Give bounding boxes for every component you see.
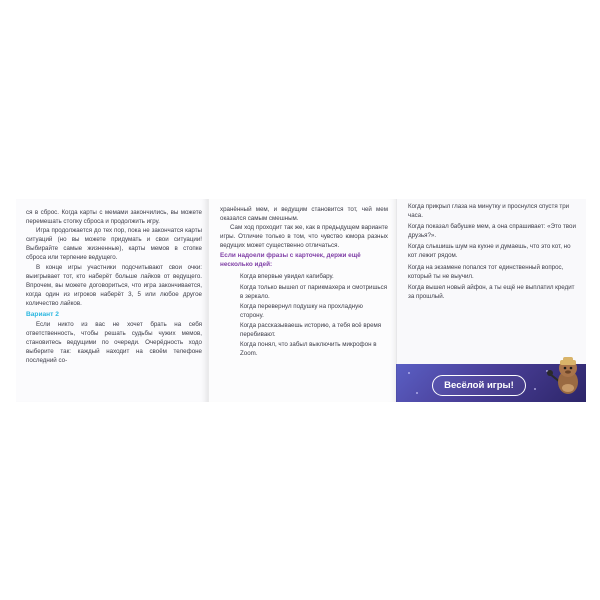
idea-item: Когда понял, что забыл выключить микрофон в Zoom.: [240, 341, 377, 358]
instruction-booklet: [16, 199, 586, 402]
panel-middle-column: [220, 205, 388, 359]
rules-paragraph: В конце игры участники подсчитывают свои очки: выигрывает тот, кто наберёт больше лайков от ведущего. Впрочем, вы можете договориться, что игра закончивается, когда один из игроков наберёт 3, 5 или любое другое количество лайков.: [26, 263, 202, 307]
panel-right: [396, 199, 586, 402]
closing-wish: Весёлой игры!: [432, 375, 526, 396]
panel-left-column: [26, 208, 202, 366]
rules-paragraph: Если никто из вас не хочет брать на себя ответственность, чтобы решать судьбы чужих мемов, становитесь ведущими по очереди. Очерёдность ходо выберите так: каждый находит на своём телефоне последний со-: [26, 321, 202, 365]
idea-item: Когда слышишь шум на кухне и думаешь, что это кот, но кот лежит рядом.: [408, 243, 571, 260]
rules-paragraph: хранённый мем, и ведущим становится тот, чей мем оказался самым смешным.: [220, 206, 388, 223]
microphone-character-icon: [546, 356, 582, 396]
panel-left: [16, 199, 208, 402]
fold-line: [208, 199, 209, 402]
idea-item: Когда прикрыл глаза на минутку и проснулся спустя три часа.: [408, 203, 570, 220]
idea-item: Когда перевернул подушку на прохладную сторону.: [240, 302, 363, 319]
fold-line: [396, 199, 397, 402]
idea-item: Когда только вышел от парикмахера и смотришься в зеркало.: [240, 283, 388, 300]
rules-paragraph: ся в сброс. Когда карты с мемами закончились, вы можете перемешать стопку сброса и продолжить игру.: [26, 209, 202, 226]
star-decoration: [408, 372, 410, 374]
rules-paragraph: Сам ход проходит так же, как в предыдущем варианте игры. Отличие только в том, что чувство юмора разных ведущих может существенно отличаться.: [220, 224, 388, 250]
idea-item: Когда вышел новый айфон, а ты ещё не выплатил кредит за прошлый.: [408, 283, 575, 300]
section-heading-variant-2: Вариант 2: [26, 311, 59, 319]
star-decoration: [416, 392, 418, 394]
idea-item: Когда показал бабушке мем, а она спрашивает: «Это твои друзья?».: [408, 223, 576, 240]
panel-middle: [208, 199, 396, 402]
panel-right-column: [408, 202, 576, 303]
idea-item: Когда впервые увидел капибару.: [240, 273, 334, 281]
idea-item: Когда на экзамене попался тот единственный вопрос, который ты не выучил.: [408, 263, 564, 280]
rules-paragraph: Игра продолжается до тех пор, пока не закончатся карты ситуаций (но вы можете придумать и свои ситуации! Выбирайте самые жизненные), карты мемов в стопке сброса или терпение ведущего.: [26, 227, 202, 262]
star-decoration: [534, 388, 536, 390]
idea-item: Когда рассказываешь историю, а тебя всё время перебивают.: [240, 321, 382, 339]
ideas-heading: Если надоели фразы с карточек, держи ещё несколько идей:: [220, 252, 361, 269]
